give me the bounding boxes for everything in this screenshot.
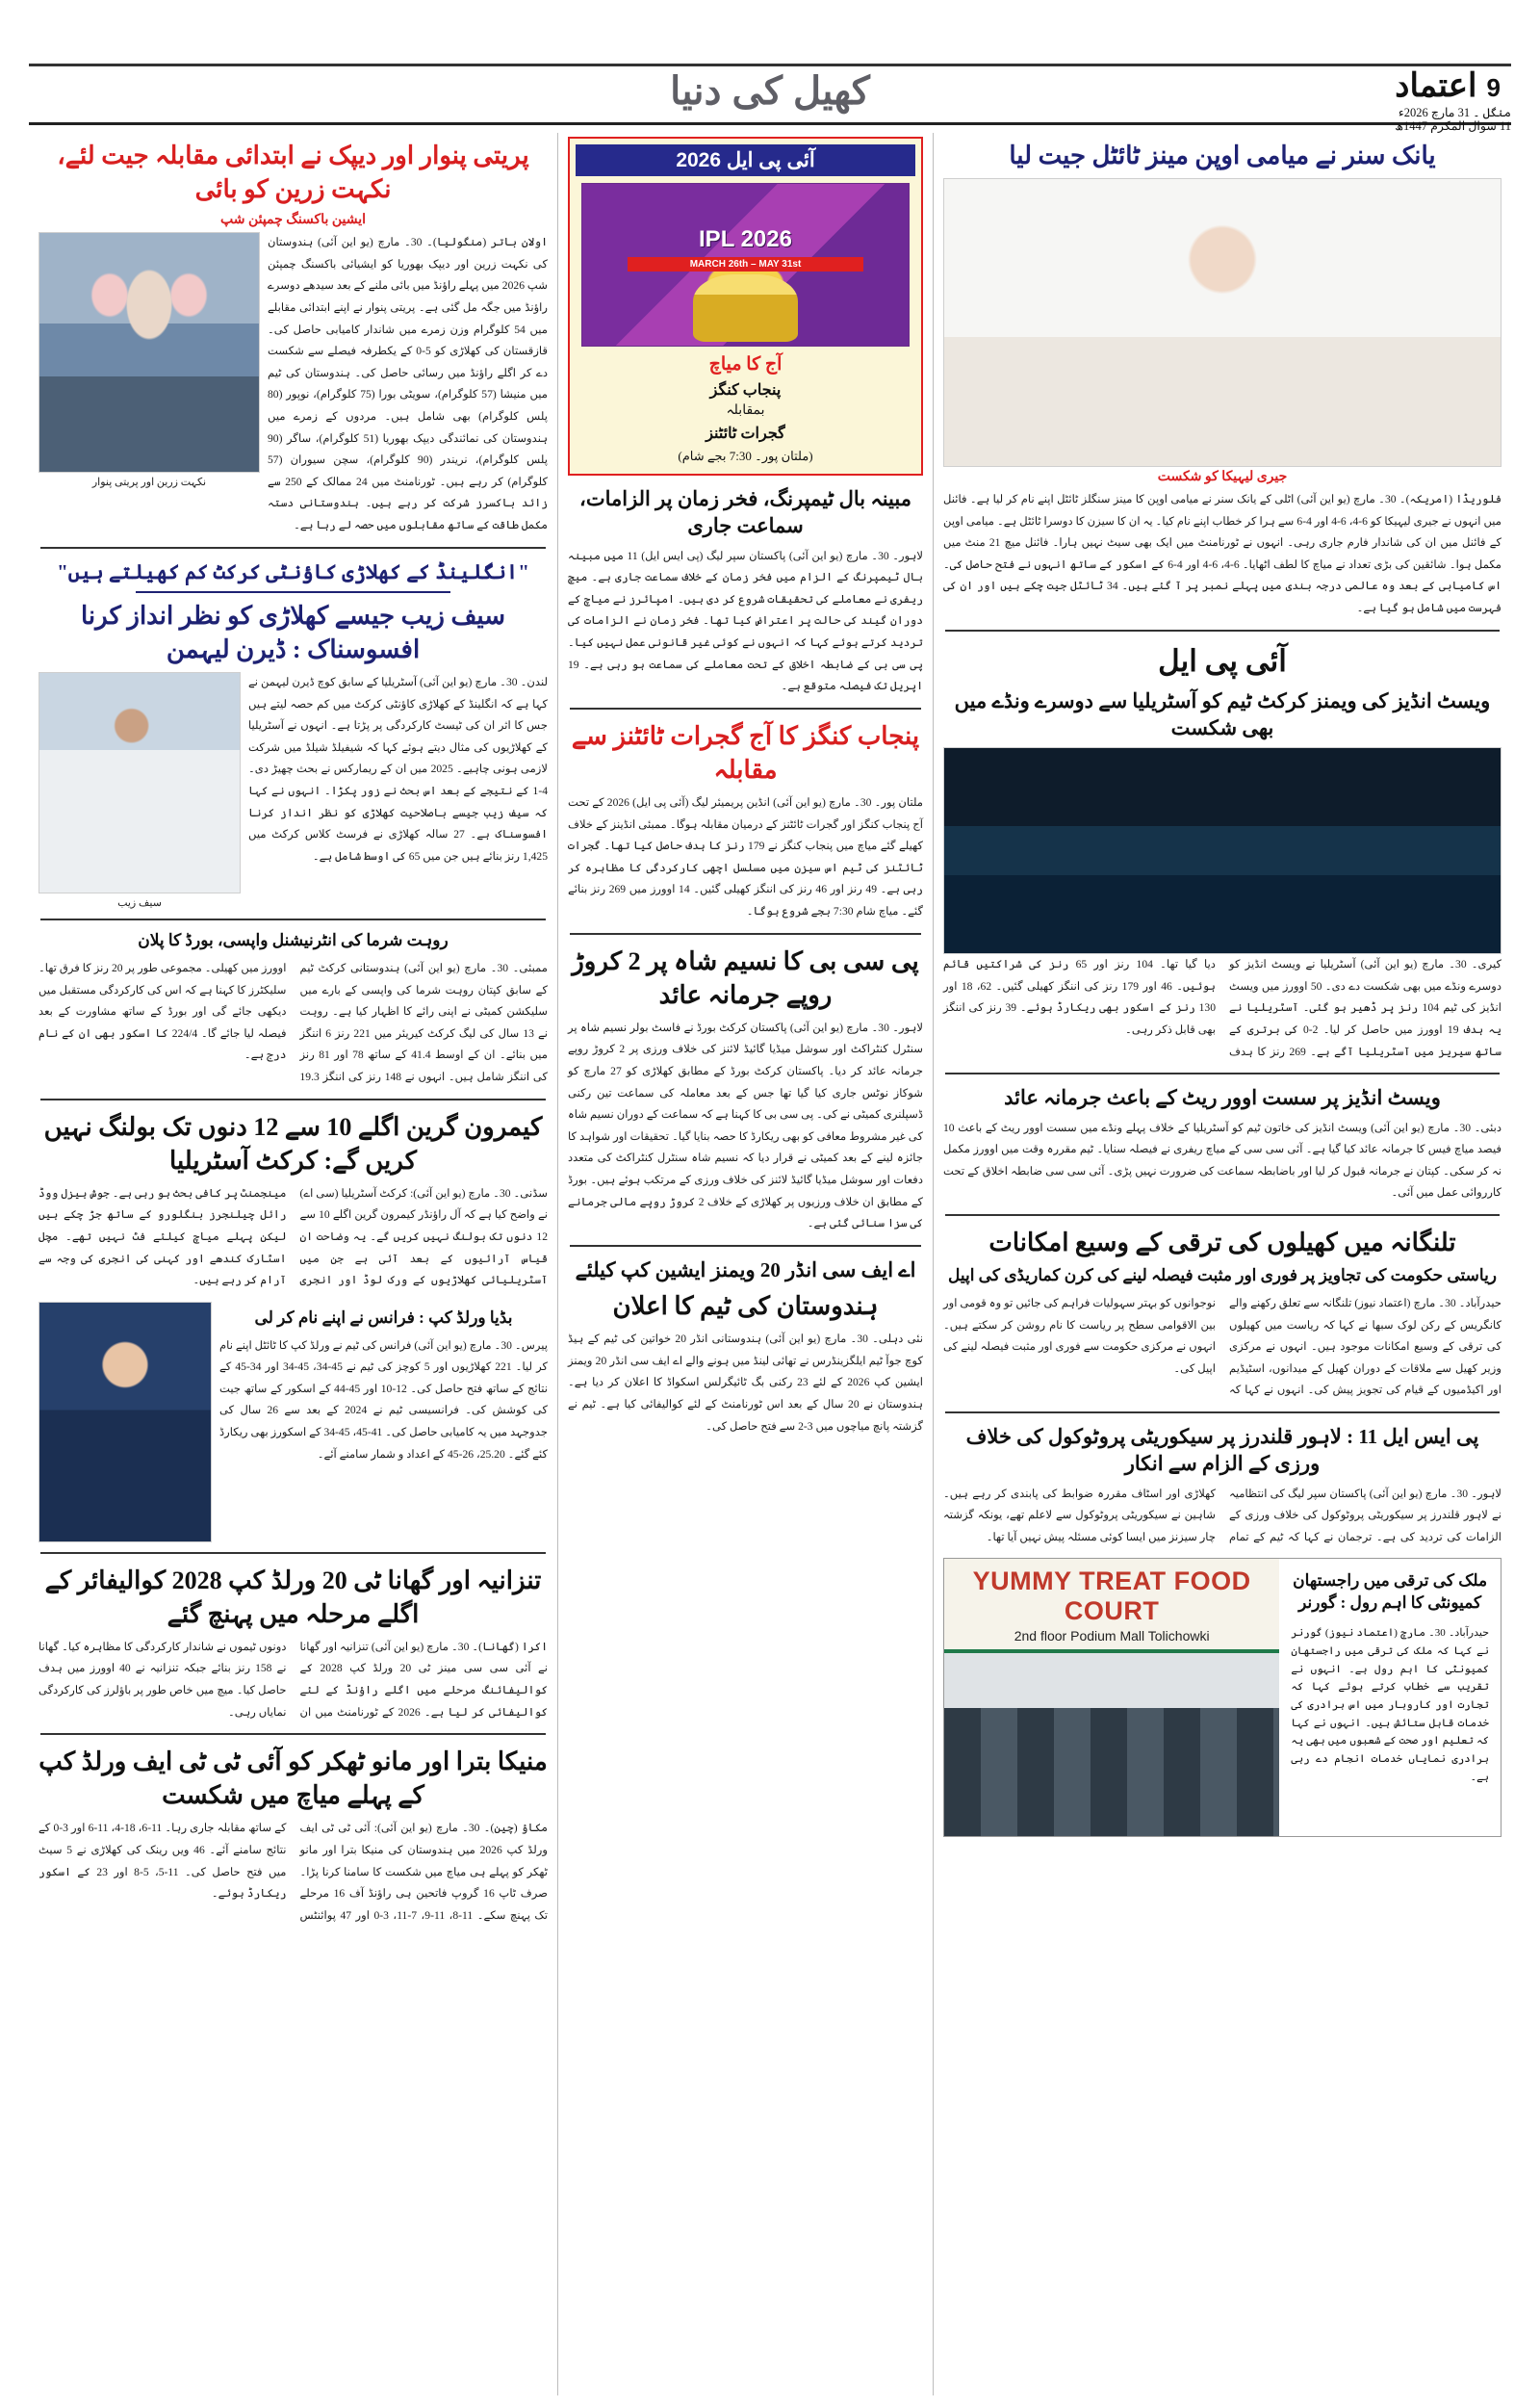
article-rohit <box>38 930 548 1089</box>
photo-sinner <box>943 178 1502 467</box>
kicker-telangana: ریاستی حکومت کی تجاویز پر فوری اور مثبت فیصلہ لینے کی کرن کماریڈی کی اپیل <box>947 1265 1498 1284</box>
ad-side-headline: ملک کی ترقی میں راجستھان کمیونٹی کا اہم رول : گورنر <box>1293 1571 1488 1613</box>
body-psl: لاہور۔ 30۔ مارچ (یو این آئی) پاکستان سپر لیگ کی انتظامیہ نے لاہور قلندرز پر سیکوریٹی پروٹوکول کی خلاف ورزی کے الزامات کی تردید کی ہے۔ ترجمان نے کہا کہ ٹیم کے تمام کھلاڑی اور اسٹاف مقررہ ضوابط کی پابندی کر رہے ہیں۔ شاہین نے سیکوریٹی پروٹوکول سے لاعلم تھے، یونکہ گزشتہ چار سیزنز میں ایسا کوئی مسئلہ پیش نہیں آیا تھا۔ <box>943 1487 1502 1543</box>
article-table-tennis <box>38 1745 548 1927</box>
body-boxing: اولان باتر (منگولیا)۔ 30۔ مارچ (یو این آئی) ہندوستان کی نکہت زرین اور دیپک بھوریا کو ایشیائی باکسنگ چمپئن شپ 2026 میں پہلے راؤنڈ میں بائی ملنے کے بعد سیدھے دوسرے راؤنڈ میں جگہ مل گئی ہے۔ پریتی پنوار نے اپنے ابتدائی مقابلے میں 54 کلوگرام وزن زمرے میں شاندار کامیابی حاصل کی۔ قازقستان کی کھلاڑی کو 5-0 کے یکطرفہ فیصلے سے شکست دے کر اگلے راؤنڈ میں رسائی حاصل کی۔ ہندوستان کی ٹیم میں منیشا (57 کلوگرام)، سویٹی بورا (75 کلوگرام)، نوپور (80 پلس کلوگرام) بھی شامل ہیں۔ مردوں کے زمرے میں ہندوستان کی نمائندگی دیپک بھوریا (51 کلوگرام)، ساگر (90 پلس کلوگرام)، نریندر (90 کلوگرام)، سچن سیوران (57 کلوگرام) کر رہے ہیں۔ ٹورنامنٹ میں 24 ممالک کے 250 سے زائد باکسرز شرکت کر رہے ہیں۔ ہندوستانی دستہ مکمل طاقت کے ساتھ مقابلوں میں حصہ لے رہا ہے۔ <box>268 236 549 531</box>
ipl-team-a: پنجاب کنگز <box>709 382 782 399</box>
article-wi-fine <box>943 1084 1502 1204</box>
headline-boxing: پریتی پنوار اور دیپک نے ابتدائی مقابلہ جیت لئے، نکہت زرین کو بائی <box>57 142 529 204</box>
headline-ipl: آئی پی ایل <box>1158 643 1287 678</box>
caption-cricketer: سیف زیب <box>117 897 162 910</box>
article-kings-titans <box>568 719 923 923</box>
rule-3 <box>945 1214 1500 1216</box>
kicker-boxing: ایشین باکسنگ چمپئن شپ <box>219 213 367 228</box>
body-rohit: ممبئی۔ 30۔ مارچ (یو این آئی) ہندوستانی کرکٹ ٹیم کے سابق کپتان روہت شرما کی واپسی کے بارے میں سلیکشن کمیٹی نے اپنی رائے کا اظہار کیا ہے۔ روہت نے 13 سال کی لیگ کرکٹ کیریئر میں 221 رنز 6 اننگز میں بنائے۔ ان کے اوسط 41.4 کے ساتھ 78 اور 81 رنز کی اننگز شامل ہیں۔ انہوں نے 148 رنز کی اننگز 19.3 اوورز میں کھیلی۔ مجموعی طور پر 20 رنز کا فرق تھا۔ سلیکٹرز کا کہنا ہے کہ اس کی کارکردگی مستقبل میں دیکھی جائے گی اور بورڈ کے ساتھ مشاورت کے بعد فیصلہ لیا جائے گا۔ 224/4 کا اسکور بھی ان کے نام درج ہے۔ <box>38 961 549 1083</box>
body-lehmann: لندن۔ 30۔ مارچ (یو این آئی) آسٹریلیا کے سابق کوچ ڈیرن لیہمن نے کہا ہے کہ انگلینڈ کے کھلاڑی کاؤنٹی کرکٹ میں کم حصہ لیتے ہیں جس کا اثر ان کی ٹیسٹ کارکردگی پر پڑتا ہے۔ انہوں نے آسٹریلیا کے کھلاڑیوں کی مثال دیتے ہوئے کہا کہ شیفیلڈ شیلڈ میں شرکت لازمی ہونی چاہیے۔ 2025 میں ان کے ریمارکس نے بحث چھیڑ دی۔ 4-1 کے نتیجے کے بعد اس بحث نے زور پکڑا۔ انہوں نے کہا کہ سیف زیب جیسے باصلاحیت کھلاڑی کو نظر انداز کرنا افسوسناک ہے۔ 27 سالہ کھلاڑی نے فرسٹ کلاس کرکٹ میں 1,425 رنز بنائے ہیں جن میں 65 کی اوسط شامل ہے۔ <box>248 676 549 863</box>
headline-ball-tampering: مبینہ بال ٹیمپرنگ، فخر زمان پر الزامات، سماعت جاری <box>579 487 911 538</box>
headline-t20-wc: تنزانیہ اور گھانا ٹی 20 ورلڈ کپ 2028 کوالیفائر کے اگلے مرحلہ میں پہنچ گئے <box>44 1566 542 1628</box>
headline-green: کیمرون گرین اگلے 10 سے 12 دنوں تک بولنگ نہیں کریں گے: کرکٹ آسٹریلیا <box>43 1112 543 1175</box>
rule-l3 <box>40 1099 546 1100</box>
headline-lehmann-top: "انگلینڈ کے کھلاڑی کاؤنٹی کرکٹ کم کھیلتے ہیں" <box>57 559 529 583</box>
body-ball-tampering: لاہور۔ 30۔ مارچ (یو این آئی) پاکستان سپر لیگ (پی ایس ایل) 11 میں مبینہ بال ٹیمپرنگ کے الزام میں فخر زمان کے خلاف سماعت جاری ہے۔ میچ ریفری نے معاملے کی تحقیقات شروع کر دی ہیں۔ امپائرز نے میاچ کے دوران گیند کی حالت پر اعتراض کیا تھا۔ فخر زمان نے الزامات کی تردید کرتے ہوئے کہا کہ انہوں نے کوئی غیر قانونی عمل نہیں کیا۔ پی سی بی کے ضابطہ اخلاق کے تحت معاملے کی سماعت ہو رہی ہے۔ 19 اپریل تک فیصلہ متوقع ہے۔ <box>568 549 924 693</box>
ipl-venue-time: (ملتان پور۔ 7:30 بجے شام) <box>678 449 813 463</box>
rule-2 <box>945 1073 1500 1074</box>
ad-title: YUMMY TREAT FOOD COURT <box>972 1566 1251 1626</box>
body-ipl-section: کیری۔ 30۔ مارچ (یو این آئی) آسٹریلیا نے ویسٹ انڈیز کو دوسرے ونڈے میں بھی شکست دے دی۔ 50 اوورز میں ویسٹ انڈیز کی ٹیم 104 رنز پر ڈھیر ہو گئی۔ آسٹریلیا نے یہ ہدف 19 اوورز میں حاصل کر لیا۔ 2-0 کی برتری کے ساتھ سیریز میں آسٹریلیا آگے ہے۔ 269 رنز کا ہدف دیا گیا تھا۔ 104 رنز اور 65 رنز کی شراکتیں قائم ہوئیں۔ 46 اور 179 رنز کی اننگز کھیلی گئیں۔ 62، 18 اور 130 رنز کے اسکور بھی ریکارڈ ہوئے۔ 39 رنز کی اننگز بھی قابل ذکر رہی۔ <box>943 958 1502 1058</box>
article-football-wc <box>38 1302 548 1542</box>
photo-cricketer <box>38 672 241 893</box>
body-table-tennis: مکاؤ (چین)۔ 30۔ مارچ (یو این آئی): آئی ٹی ٹی ایف ورلڈ کپ 2026 میں ہندوستان کی منیکا بترا اور مانو ٹھکر کو پہلے ہی میاچ میں شکست کا سامنا کرنا پڑا۔ صرف ٹاپ 16 گروپ فاتحین ہی راؤنڈ آف 16 مرحلے تک پہنچ سکے۔ 11-8، 11-9، 7-11، 3-0 اور 47 پوائنٹس کے ساتھ مقابلہ جاری رہا۔ 11-6، 18-4، 11-6 اور 3-0 کے نتائج سامنے آئے۔ 46 ویں رینک کی کھلاڑی نے 5 سیٹ میں فتح حاصل کی۔ 11-5، 5-8 اور 23 کے اسکور ریکارڈ ہوئے۔ <box>38 1822 549 1922</box>
body-afc: نئی دہلی۔ 30۔ مارچ (یو این آئی) ہندوستانی انڈر 20 خواتین کی ٹیم کے ہیڈ کوچ جوآ ٹیم ایلگزینڈرس نے تھائی لینڈ میں ہونے والے اے ایف سی انڈر 20 ویمنز ایشین کپ 2026 کے لئے 23 رکنی بگ ٹائیگرلس اسکواڈ کا اعلان کر دیا ہے۔ ہندوستان نے 20 سال کے بعد اس ٹورنامنٹ کے لئے کوالیفائی کیا ہے۔ ٹیم نے گزشتہ پانچ میاچوں میں 3-2 سے فتح حاصل کی۔ <box>568 1333 924 1433</box>
ipl-vs-label: بمقابلہ <box>726 403 765 418</box>
headline-psl: پی ایس ایل 11 : لاہور قلندرز پر سیکوریٹی پروٹوکول کی خلاف ورزی کے الزام سے انکار <box>965 1424 1479 1476</box>
ipl-poster-dates: MARCH 26th – MAY 31st <box>628 257 862 272</box>
headline-lehmann-main: سیف زیب جیسے کھلاڑی کو نظر انداز کرنا افسوسناک : ڈیرن لیہمن <box>81 601 505 663</box>
caption-boxer: نکہت زرین اور پریتی پنوار <box>91 477 207 489</box>
advertisement-food-court[interactable] <box>943 1558 1502 1837</box>
headline-afc-main: ہندوستان کی ٹیم کا اعلان <box>612 1292 879 1321</box>
date-hijri: 11 شوال المکرم 1447ھ <box>1395 118 1511 133</box>
column-right <box>934 133 1511 2395</box>
ad-banner <box>944 1559 1279 1653</box>
article-sinner <box>943 139 1502 620</box>
article-psl <box>943 1423 1502 1548</box>
page-number: 9 <box>1486 73 1501 103</box>
headline-underline <box>136 591 451 593</box>
article-boxing <box>38 139 548 537</box>
article-t20-wc <box>38 1564 548 1724</box>
ad-subtitle: 2nd floor Podium Mall Tolichowki <box>1014 1628 1210 1644</box>
ad-caption: حیدرآباد۔ 30۔ مارچ (اعتماد نیوز) گورنر نے کہا کہ ملک کی ترقی میں راجستھان کمیونٹی کا اہم رول ہے۔ انہوں نے تقریب سے خطاب کرتے ہوئے کہا کہ تجارت اور کاروبار میں اس برادری کی خدمات قابل ستائش ہیں۔ انہوں نے کہا کہ تعلیم اور صحت کے شعبوں میں بھی یہ برادری نمایاں خدمات انجام دے رہی ہے۔ <box>1291 1627 1489 1783</box>
rule-m2 <box>570 933 921 935</box>
rule-l1 <box>40 547 546 549</box>
trophy-icon <box>693 274 798 342</box>
body-pcb-fine: لاہور۔ 30۔ مارچ (یو این آئی) پاکستان کرکٹ بورڈ نے فاسٹ بولر نسیم شاہ پر سنٹرل کنٹراکٹ اور سوشل میڈیا گائیڈ لائنز کی خلاف ورزی پر 2 کروڑ روپے جرمانہ عائد کر دیا۔ پاکستان کرکٹ بورڈ کے مطابق کھلاڑی کو 27 مارچ کو شوکاز نوٹس جاری کیا گیا تھا جس کے بعد معاملہ کی سماعت تین رکنی ڈسپلنری کمیٹی نے کی۔ پی سی بی کا کہنا ہے کہ سماعت کے دوران نسیم شاہ کی غیر مشروط معافی کو بھی ریکارڈ کا حصہ بنایا گیا۔ تحقیقات اور شواہد کا جائزہ لینے کے بعد کمیٹی نے قرار دیا کہ نسیم شاہ سنٹرل کنٹراکٹ کی متعدد دفعات اور سوشل میڈیا گائیڈ لائنز کی خلاف ورزی کے مرتکب ہوئے ہیں۔ بورڈ کے مطابق ان خلاف ورزیوں پر کھلاڑی کے خلاف 2 کروڑ روپے مالی جرمانے کی سزا سنائی گئی ہے۔ <box>568 1021 924 1230</box>
ipl-poster-title: IPL 2026 <box>699 225 792 252</box>
headline-telangana: تلنگانہ میں کھیلوں کی ترقی کے وسیع امکانات <box>988 1228 1456 1256</box>
date-gregorian: منگل ۔ 31 مارچ 2026ء <box>1398 105 1511 119</box>
column-left <box>29 133 558 2395</box>
body-football-wc: پیرس۔ 30۔ مارچ (یو این آئی) فرانس کی ٹیم نے ورلڈ کپ کا ٹائٹل اپنے نام کر لیا۔ 221 کھلاڑیوں اور 5 کوچز کی ٹیم نے 45-34، 45-34 اور 34-45 کے نتائج کے ساتھ فتح حاصل کی۔ 12-10 اور 45-44 کے اسکور کے ساتھ جیت کی کوشش کی۔ فرانسیسی ٹیم نے 2024 کے بعد سے 26 سال کی جدوجہد میں یہ کامیابی حاصل کی۔ 41-45، 45-34 کے اسکورز بھی ریکارڈ کئے گئے۔ 25.20، 26-45 کے اعداد و شمار سامنے آئے۔ <box>219 1338 549 1461</box>
rule-4 <box>945 1411 1500 1413</box>
ipl-poster-image <box>581 183 910 347</box>
ipl-match-box[interactable] <box>568 137 923 476</box>
photo-wi-women <box>943 747 1502 954</box>
body-wi-fine: دبئی۔ 30۔ مارچ (یو این آئی) ویسٹ انڈیز کی خاتون ٹیم کو آسٹریلیا کے خلاف پہلے ونڈے میں سست اوور ریٹ کے باعث 10 فیصد میاچ فیس کا جرمانہ عائد کیا گیا ہے۔ آئی سی سی کے میاچ ریفری نے فیصلہ سنایا۔ ٹیم مقررہ وقت میں اوورز مکمل نہ کر سکی۔ کپتان نے جرمانہ قبول کر لیا اور باضابطہ سماعت کی ضرورت نہیں پڑی۔ آئی سی سی ضابطہ اخلاق کے تحت کارروائی عمل میں آئی۔ <box>943 1121 1502 1200</box>
photo-boxer <box>38 232 260 473</box>
headline-wi-fine: ویسٹ انڈیز پر سست اوور ریٹ کے باعث جرمانہ عائد <box>1004 1086 1441 1110</box>
body-sinner: فلوریڈا (امریکہ)۔ 30۔ مارچ (یو این آئی) اٹلی کے یانک سنر نے میامی اوپن کا مینز سنگلز ٹائٹل اپنے نام کر لیا ہے۔ فائنل میں انہوں نے جیری لیہیکا کو 6-4، 6-4 اور 4-6 سے ہرا کر خطاب اپنے نام کیا۔ یہ ان کا سیزن کا دوسرا ٹائٹل ہے۔ میامی اوپن کے فائنل میں ان کی شاندار فارم جاری رہی۔ انہوں نے ٹورنامنٹ میں ایک بھی سیٹ نہیں ہارا۔ فائنل میچ 21 منٹ میں مکمل ہوا۔ شائقین کی بڑی تعداد نے میاچ کا لطف اٹھایا۔ 6-4، 6-4 اور 4-6 کے اسکور کے ساتھ انہوں نے فتح حاصل کی۔ اس کامیابی کے بعد وہ عالمی درجہ بندی میں پہلے نمبر پر آ گئے ہیں۔ 34 ٹائٹل جیت چکے ہیں اور ان کی فہرست میں شامل ہو گیا ہے۔ <box>943 493 1502 615</box>
rule-1 <box>945 630 1500 632</box>
headline-football-wc: بڈیا ورلڈ کپ : فرانس نے اپنے نام کر لی <box>254 1307 513 1327</box>
headline-sinner: یانک سنر نے میامی اوپن مینز ٹائٹل جیت لیا <box>1009 142 1436 169</box>
brand-name: اعتماد <box>1395 67 1477 104</box>
body-kings-titans: ملتان پور۔ 30۔ مارچ (یو این آئی) انڈین پریمیئر لیگ (آئی پی ایل) 2026 کے تحت آج پنجاب کنگز اور گجرات ٹائٹنز کے درمیان مقابلہ ہوگا۔ ممبئی انڈینز کے خلاف کھیلے گئے میاچ میں پنجاب کنگز نے 179 رنز کا ہدف حاصل کیا تھا۔ گجرات ٹائٹنز کی ٹیم اس سیزن میں مسلسل اچھی کارکردگی کا مظاہرہ کر رہی ہے۔ 49 رنز اور 46 رنز کی اننگز کھیلی گئیں۔ 14 اوورز میں 269 رنز بنائے گئے۔ میاچ شام 7:30 بجے شروع ہوگا۔ <box>568 796 923 918</box>
section-title: کھیل کی دنیا <box>670 70 870 113</box>
kicker-sinner: جیری لیہیکا کو شکست <box>1157 470 1288 485</box>
ipl-today-label: آج کا میاچ <box>708 354 783 375</box>
headline-pcb-fine: پی سی بی کا نسیم شاہ پر 2 کروڑ روپے جرمانہ عائد <box>572 946 919 1009</box>
article-pcb-fine <box>568 945 923 1235</box>
rule-l5 <box>40 1733 546 1735</box>
headline-kings-titans: پنجاب کنگز کا آج گجرات ٹائٹنز سے مقابلہ <box>571 721 920 784</box>
rule-l2 <box>40 919 546 920</box>
article-ipl-section <box>943 641 1502 1064</box>
ipl-team-b: گجرات ٹائٹنز <box>706 426 785 442</box>
body-t20-wc: اکرا (گھانا)۔ 30۔ مارچ (یو این آئی) تنزانیہ اور گھانا نے آئی سی سی مینز ٹی 20 ورلڈ کپ 2028 کے کوالیفائنگ مرحلے میں اگلے راؤنڈ کے لئے کوالیفائی کر لیا ہے۔ 2026 کے ٹورنامنٹ میں ان دونوں ٹیموں نے شاندار کارکردگی کا مظاہرہ کیا۔ گھانا نے 158 رنز بنائے جبکہ تنزانیہ نے 40 اوورز میں ہدف حاصل کیا۔ میچ میں خاص طور پر باؤلرز کی کارکردگی نمایاں رہی۔ <box>38 1640 548 1719</box>
headline-rohit: روہت شرما کی انٹرنیشنل واپسی، بورڈ کا پلان <box>138 931 449 950</box>
column-middle <box>558 133 934 2395</box>
page-columns <box>29 133 1511 2395</box>
rule-m3 <box>570 1245 921 1247</box>
masthead-top-rule <box>29 64 1511 66</box>
article-green <box>38 1110 548 1292</box>
article-telangana <box>943 1226 1502 1402</box>
headline-table-tennis: منیکا بترا اور مانو ٹھکر کو آئی ٹی ٹی ایف ورلڈ کپ کے پہلے میاچ میں شکست <box>38 1747 548 1810</box>
article-afc-u20 <box>568 1256 923 1437</box>
subheadline-wi-women: ویسٹ انڈیز کی ویمنز کرکٹ ٹیم کو آسٹریلیا سے دوسرے ونڈے میں بھی شکست <box>954 688 1491 739</box>
body-telangana: حیدرآباد۔ 30۔ مارچ (اعتماد نیوز) تلنگانہ سے تعلق رکھنے والے کانگریس کے رکن لوک سبھا نے کہا کہ ریاست میں کھیلوں کی ترقی کے وسیع امکانات موجود ہیں۔ انہوں نے مرکزی وزیر کھیل سے ملاقات کے دوران کھیل کے میدانوں، اسٹیڈیم اور اکیڈمیوں کے قیام کی تجویز پیش کی۔ انہوں نے کہا کہ نوجوانوں کو بہتر سہولیات فراہم کی جائیں تو وہ قومی اور بین الاقوامی سطح پر ریاست کا نام روشن کر سکتے ہیں۔ انہوں نے مرکزی حکومت سے فوری اور مثبت فیصلہ لینے کی اپیل کی۔ <box>943 1296 1502 1397</box>
headline-afc-top: اے ایف سی انڈر 20 ویمنز ایشین کپ کیلئے <box>575 1257 916 1281</box>
rule-l4 <box>40 1552 546 1554</box>
body-green: سڈنی۔ 30۔ مارچ (یو این آئی): کرکٹ آسٹریلیا (سی اے) نے واضح کیا ہے کہ آل راؤنڈر کیمرون گرین اگلے 10 سے 12 دنوں تک بولنگ نہیں کریں گے۔ یہ وضاحت ان قیاس آرائیوں کے بعد آئی ہے جن میں آسٹریلیائی کھلاڑیوں کے ورک لوڈ اور انجری مینجمنٹ پر کافی بحث ہو رہی ہے۔ جوش ہیزل ووڈ رائل چیلنجرز بنگلورو کے ساتھ جڑ چکے ہیں لیکن پہلے میاچ کیلئے فٹ نہیں تھے۔ مچل اسٹارک کندھے اور کہنی کی انجری کی وجہ سے آرام کر رہے ہیں۔ <box>38 1186 548 1287</box>
masthead <box>29 25 1511 133</box>
ipl-box-title: آئی پی ایل 2026 <box>576 144 915 176</box>
article-ball-tampering <box>568 485 923 698</box>
article-lehmann <box>38 558 548 910</box>
photo-footballer <box>38 1302 212 1542</box>
rule-m1 <box>570 708 921 710</box>
ad-people-image <box>944 1708 1279 1836</box>
ad-photo <box>944 1653 1279 1836</box>
